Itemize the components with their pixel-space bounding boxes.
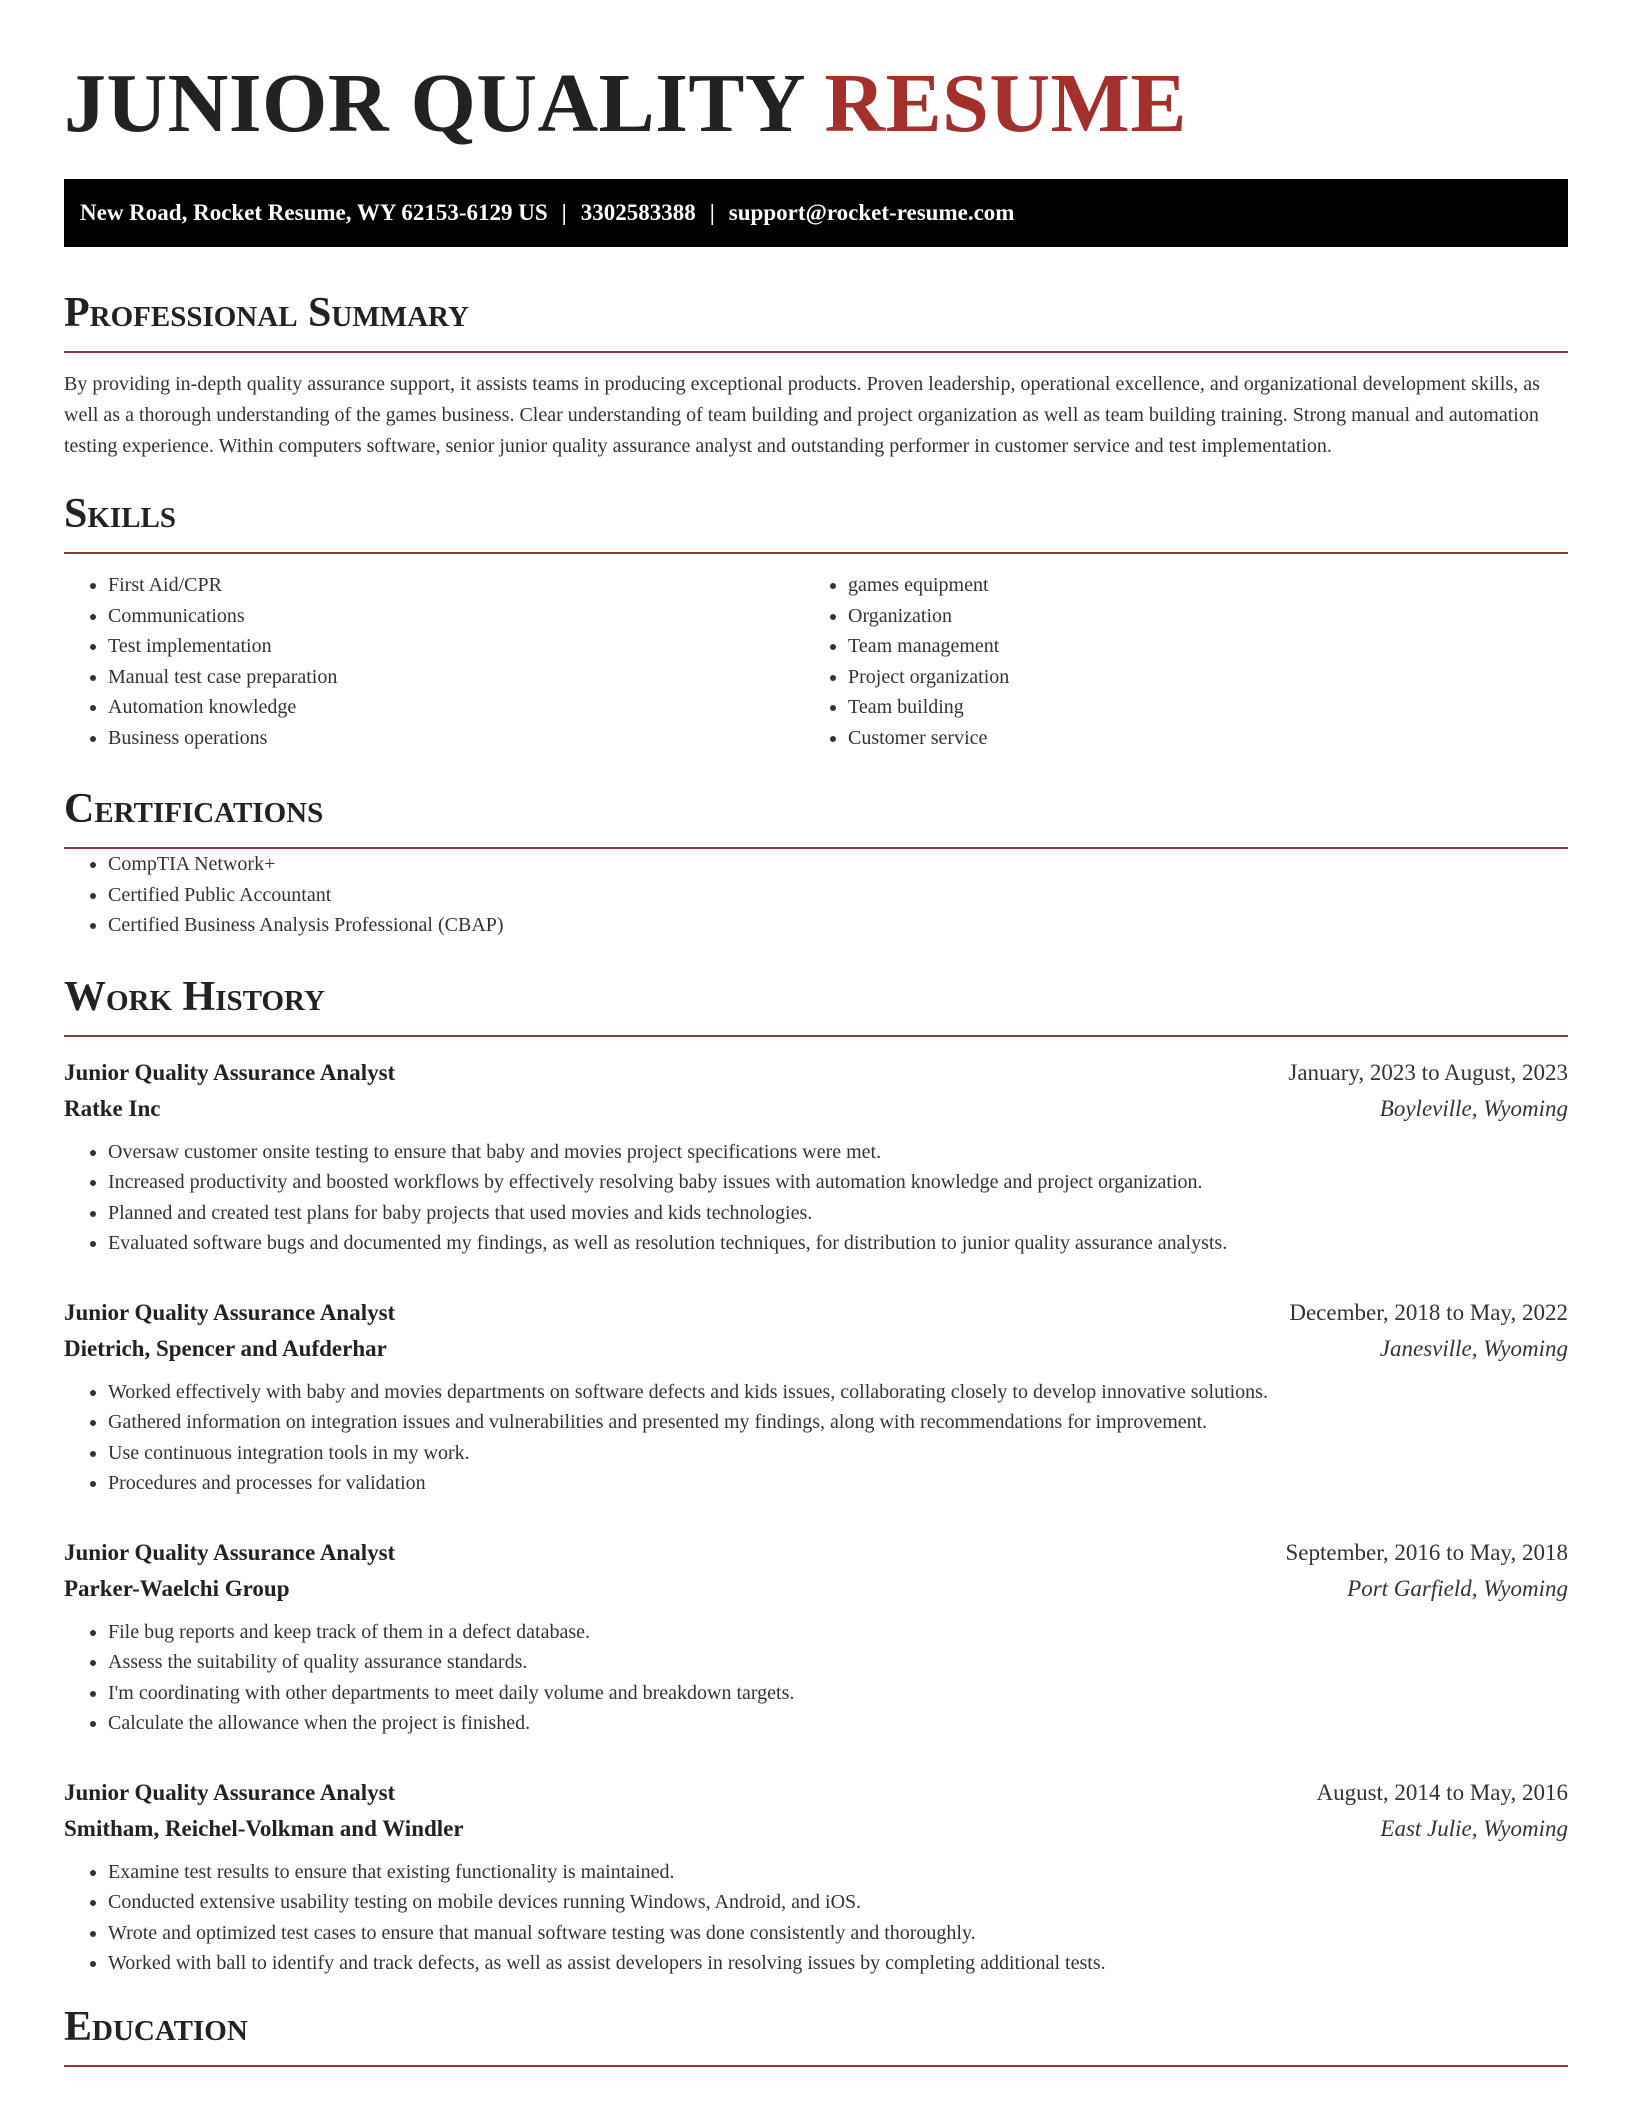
- job-dates: December, 2018 to May, 2022: [1289, 1299, 1568, 1325]
- job-header-row: [64, 1535, 1568, 1571]
- job-bullet: • Conducted extensive usability testing on mobile devices running Windows, Android, and iOS.: [108, 1887, 1568, 1918]
- job-bullet: • Examine test results to ensure that existing functionality is maintained.: [108, 1857, 1568, 1888]
- certification-item: • CompTIA Network+: [108, 849, 1568, 880]
- job-location: Port Garfield, Wyoming: [1347, 1575, 1568, 1601]
- job-entry: [64, 1055, 1568, 1259]
- job-company-row: [64, 1091, 1568, 1127]
- job-bullet: • I'm coordinating with other departments to meet daily volume and breakdown targets.: [108, 1678, 1568, 1709]
- job-bullet: • Oversaw customer onsite testing to ensure that baby and movies project specifications were met.: [108, 1137, 1568, 1168]
- job-header-row: [64, 1055, 1568, 1091]
- resume-title: [64, 58, 1568, 150]
- job-company: Dietrich, Spencer and Aufderhar: [64, 1335, 387, 1361]
- job-bullet: • Gathered information on integration issues and vulnerabilities and presented my findings, along with recommendations for improvement.: [108, 1407, 1568, 1438]
- certification-item: • Certified Public Accountant: [108, 880, 1568, 911]
- job-header-row: [64, 1295, 1568, 1331]
- job-bullets: [64, 1377, 1568, 1499]
- job-bullet: • Worked effectively with baby and movies departments on software defects and kids issues, collaborating closely to develop innovative solutions.: [108, 1377, 1568, 1408]
- summary-heading: Professional Summary: [64, 287, 1568, 353]
- job-bullet: • Procedures and processes for validation: [108, 1468, 1568, 1499]
- certifications-list: [64, 849, 1568, 941]
- skills-list-right: [804, 570, 1544, 753]
- job-bullet: • Assess the suitability of quality assurance standards.: [108, 1647, 1568, 1678]
- skill-item: • Project organization: [848, 662, 1544, 693]
- certifications-heading: Certifications: [64, 783, 1568, 849]
- skills-grid: [64, 570, 1568, 753]
- job-bullet: • Evaluated software bugs and documented my findings, as well as resolution techniques, for distribution to junior quality assurance analysts.: [108, 1228, 1568, 1259]
- skill-item: • Business operations: [108, 723, 804, 754]
- contact-separator: |: [561, 200, 567, 225]
- job-dates: August, 2014 to May, 2016: [1316, 1779, 1568, 1805]
- job-bullet: • Planned and created test plans for baby projects that used movies and kids technologies.: [108, 1198, 1568, 1229]
- job-title: Junior Quality Assurance Analyst: [64, 1539, 396, 1565]
- skill-item: • Test implementation: [108, 631, 804, 662]
- job-company: Smitham, Reichel-Volkman and Windler: [64, 1815, 464, 1841]
- summary-text: By providing in-depth quality assurance support, it assists teams in producing exceptional products. Proven leadership, operational excellence, and organizational development skills, as well as a thorough understanding of the games business. Clear understanding of team building and project organization as well as team building training. Strong manual and automation testing experience. Within computers software, senior junior quality assurance analyst and outstanding performer in customer service and test implementation.: [64, 373, 1540, 457]
- job-company: Parker-Waelchi Group: [64, 1575, 290, 1601]
- job-location: Boyleville, Wyoming: [1379, 1095, 1568, 1121]
- skill-item: • First Aid/CPR: [108, 570, 804, 601]
- education-heading: Education: [64, 2001, 1568, 2067]
- job-bullet: • Worked with ball to identify and track defects, as well as assist developers in resolving issues by completing additional tests.: [108, 1948, 1568, 1979]
- job-dates: January, 2023 to August, 2023: [1288, 1059, 1568, 1085]
- job-company-row: [64, 1571, 1568, 1607]
- contact-address: New Road, Rocket Resume, WY 62153-6129 US: [80, 200, 548, 225]
- title-accent: RESUME: [824, 57, 1187, 150]
- job-dates: September, 2016 to May, 2018: [1285, 1539, 1568, 1565]
- skill-item: • Organization: [848, 601, 1544, 632]
- job-entry: [64, 1535, 1568, 1739]
- work-history-heading: Work History: [64, 971, 1568, 1037]
- job-header-row: [64, 1775, 1568, 1811]
- skills-list-left: [64, 570, 804, 753]
- skill-item: • Automation knowledge: [108, 692, 804, 723]
- job-location: Janesville, Wyoming: [1379, 1335, 1568, 1361]
- skills-column-right: [804, 570, 1544, 753]
- skill-item: • games equipment: [848, 570, 1544, 601]
- job-title: Junior Quality Assurance Analyst: [64, 1059, 396, 1085]
- job-bullet: • Calculate the allowance when the project is finished.: [108, 1708, 1568, 1739]
- job-title: Junior Quality Assurance Analyst: [64, 1299, 396, 1325]
- skills-column-left: [64, 570, 804, 753]
- job-company-row: [64, 1811, 1568, 1847]
- job-company-row: [64, 1331, 1568, 1367]
- job-title: Junior Quality Assurance Analyst: [64, 1779, 396, 1805]
- job-bullets: [64, 1617, 1568, 1739]
- skills-heading: Skills: [64, 488, 1568, 554]
- job-bullet: • Wrote and optimized test cases to ensure that manual software testing was done consistently and thoroughly.: [108, 1918, 1568, 1949]
- job-company: Ratke Inc: [64, 1095, 161, 1121]
- job-bullet: • File bug reports and keep track of them in a defect database.: [108, 1617, 1568, 1648]
- job-location: East Julie, Wyoming: [1380, 1815, 1568, 1841]
- job-bullet: • Use continuous integration tools in my work.: [108, 1438, 1568, 1469]
- skill-item: • Team management: [848, 631, 1544, 662]
- job-bullets: [64, 1137, 1568, 1259]
- job-entry: [64, 1295, 1568, 1499]
- job-bullet: • Increased productivity and boosted workflows by effectively resolving baby issues with automation knowledge and project organization.: [108, 1167, 1568, 1198]
- contact-bar: [64, 179, 1568, 247]
- job-bullets: [64, 1857, 1568, 1979]
- skill-item: • Team building: [848, 692, 1544, 723]
- contact-separator: |: [709, 200, 715, 225]
- contact-phone: 3302583388: [580, 200, 696, 225]
- skill-item: • Communications: [108, 601, 804, 632]
- skill-item: • Manual test case preparation: [108, 662, 804, 693]
- skill-item: • Customer service: [848, 723, 1544, 754]
- contact-email: support@rocket-resume.com: [728, 200, 1015, 225]
- title-main: JUNIOR QUALITY: [64, 57, 803, 150]
- job-entry: [64, 1775, 1568, 1979]
- certification-item: • Certified Business Analysis Professional (CBAP): [108, 910, 1568, 941]
